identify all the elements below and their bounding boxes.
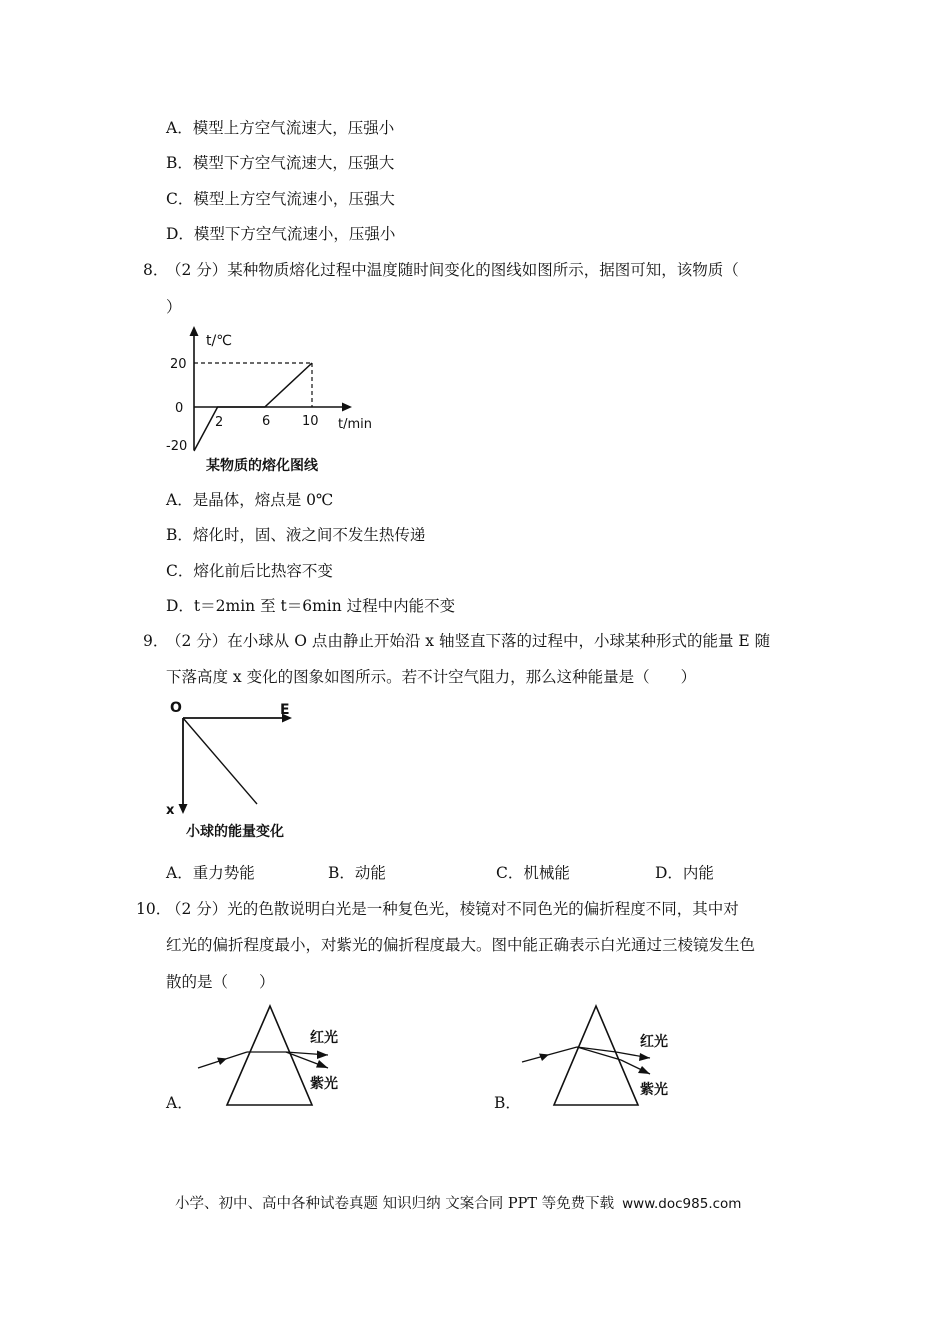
q8-figure-caption: 某物质的熔化图线 [206, 458, 318, 474]
q8-x-axis-arrow [342, 403, 352, 412]
q10-b-prism [554, 1006, 638, 1105]
q10-b-red-label: 红光 [640, 1034, 668, 1050]
q10-b-incident-arrow [539, 1054, 549, 1062]
q10-a-red-label: 红光 [310, 1030, 338, 1046]
q10-prism-figure-a [190, 1000, 360, 1112]
q8-x-axis-label: t/min [338, 417, 372, 432]
q10-a-incident-arrow [217, 1058, 227, 1066]
q8-y-tick-neg20: -20 [166, 439, 188, 454]
q10-a-prism [227, 1006, 312, 1105]
footer-url[interactable]: www.doc985.com [622, 1196, 742, 1212]
q10-a-violet-arrow [316, 1060, 328, 1068]
q8-option-c: C．熔化前后比热容不变 [166, 562, 333, 580]
q8-y-axis-arrow [190, 326, 199, 336]
q10-b-violet-label: 紫光 [640, 1082, 668, 1098]
q8-option-d: D．t＝2min 至 t＝6min 过程中内能不变 [166, 597, 456, 615]
q10-stem-line2: 红光的偏折程度最小，对紫光的偏折程度最大。图中能正确表示白光通过三棱镜发生色 [166, 936, 756, 954]
q9-x-axis-arrow [179, 804, 188, 814]
q9-option-c: C．机械能 [496, 864, 570, 882]
q9-e-label: E [280, 702, 290, 718]
q8-melting-graph [160, 318, 400, 458]
q9-number: 9． [143, 632, 169, 650]
q10-stem-line1: （2 分）光的色散说明白光是一种复色光，棱镜对不同色光的偏折程度不同，其中对 [166, 900, 739, 918]
q8-option-a: A．是晶体，熔点是 0℃ [166, 491, 334, 509]
page-footer [175, 1192, 741, 1213]
q10-prism-figure-b [510, 1000, 680, 1112]
q10-a-violet-label: 紫光 [310, 1076, 338, 1092]
q8-y-axis-label: t/℃ [206, 333, 232, 349]
q8-stem-line1: （2 分）某种物质熔化过程中温度随时间变化的图线如图所示，据图可知，该物质（ [166, 261, 739, 279]
q9-stem-line2: 下落高度 x 变化的图象如图所示。若不计空气阻力，那么这种能量是（ ） [166, 668, 697, 686]
q7-option-a: A．模型上方空气流速大，压强小 [166, 119, 395, 137]
q9-option-d: D．内能 [655, 864, 714, 882]
q9-option-a: A．重力势能 [166, 864, 255, 882]
q9-origin-label: O [170, 700, 182, 716]
q8-x-tick-2: 2 [215, 415, 224, 430]
q9-figure-caption: 小球的能量变化 [186, 824, 284, 840]
q10-number: 10． [136, 900, 172, 918]
q7-option-c: C．模型上方空气流速小，压强大 [166, 190, 395, 208]
q9-energy-line [183, 718, 257, 804]
q8-option-b: B．熔化时，固、液之间不发生热传递 [166, 526, 426, 544]
q10-a-red-arrow [317, 1051, 328, 1060]
q10-fig-a-letter: A． [166, 1094, 193, 1112]
q10-b-incident-ray [522, 1047, 577, 1062]
q10-b-red-inner [577, 1047, 616, 1052]
q9-stem-line1: （2 分）在小球从 O 点由静止开始沿 x 轴竖直下落的过程中，小球某种形式的能量 E 随 [166, 632, 771, 650]
q9-x-label: x [166, 803, 175, 818]
q9-energy-graph [160, 696, 310, 821]
q8-x-tick-10: 10 [302, 414, 319, 429]
q8-x-tick-6: 6 [262, 414, 271, 429]
q8-y-tick-20: 20 [170, 357, 187, 372]
q10-fig-b-letter: B． [494, 1094, 521, 1112]
footer-text: 小学、初中、高中各种试卷真题 知识归纳 文案合同 PPT 等免费下载 [175, 1196, 615, 1212]
q8-y-tick-0: 0 [175, 401, 184, 416]
q7-option-b: B．模型下方空气流速大，压强大 [166, 154, 395, 172]
q10-b-violet-arrow [638, 1066, 650, 1074]
q7-option-d: D．模型下方空气流速小，压强小 [166, 225, 396, 243]
q10-stem-line3: 散的是（ ） [166, 973, 275, 991]
q10-b-red-arrow [639, 1053, 650, 1061]
q8-stem-line2: ） [166, 298, 182, 316]
q8-number: 8． [143, 261, 169, 279]
q9-option-b: B．动能 [328, 864, 386, 882]
